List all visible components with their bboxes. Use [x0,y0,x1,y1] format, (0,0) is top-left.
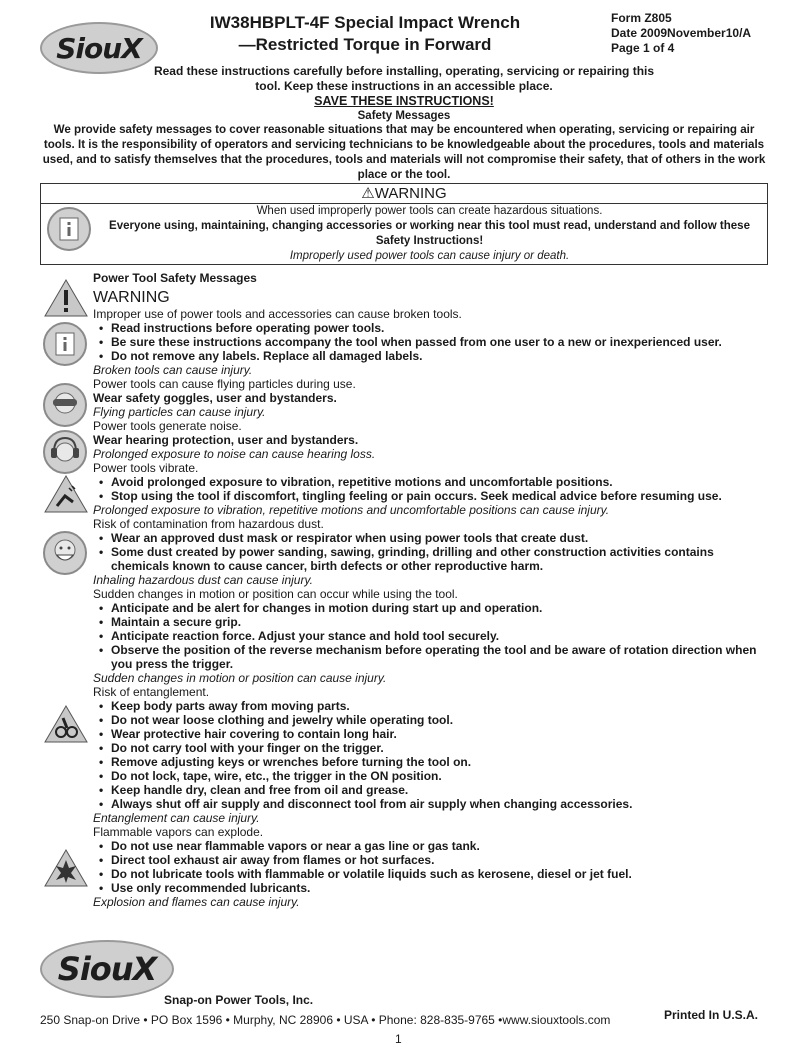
broken-outcome: Broken tools can cause injury. [93,363,253,377]
power-tool-heading: Power Tool Safety Messages [93,271,257,285]
list-item: • Avoid prolonged exposure to vibration, repetitive motions and uncomfortable positions. [93,475,773,489]
list-item: • Do not lubricate tools with flammable or volatile liquids such as kerosene, diesel or jet fuel. [93,867,773,881]
warning-line-3: Improperly used power tools can cause injury or death. [289,250,570,262]
warning-line-2: Everyone using, maintaining, changing accessories or working near this tool must read, understand and follow these Safety Instructions! [109,220,750,247]
warning-box-title: ⚠WARNING [41,184,767,204]
list-item: • Wear an approved dust mask or respirator when using power tools that create dust. [93,531,773,545]
flying-intro: Power tools can cause flying particles during use. [93,377,356,391]
noise-action: Wear hearing protection, user and bystanders. [93,433,359,447]
vibration-outcome: Prolonged exposure to vibration, repetitive motions and uncomfortable positions can cause injury. [93,503,610,517]
dust-mask-icon [43,531,87,575]
read-line-2: tool. Keep these instructions in an accessible place. [255,79,553,93]
noise-intro: Power tools generate noise. [93,419,242,433]
motion-outcome: Sudden changes in motion or position can cause injury. [93,671,387,685]
list-item: • Do not lock, tape, wire, etc., the trigger in the ON position. [93,769,773,783]
warning-line-1: When used improperly power tools can create hazardous situations. [256,205,603,217]
document-title [190,12,540,56]
broken-bullets [93,321,773,363]
warning-word: WARNING [93,289,170,306]
read-line-1: Read these instructions carefully before installing, operating, servicing or repairing this [153,64,655,78]
read-instructions [40,64,768,124]
vibration-intro: Power tools vibrate. [93,461,199,475]
motion-intro: Sudden changes in motion or position can occur while using the tool. [93,587,458,601]
safety-messages-heading: Safety Messages [357,110,451,122]
list-item: • Remove adjusting keys or wrenches before turning the tool on. [93,755,773,769]
power-tool-heading-block [93,271,773,285]
list-item: • Stop using the tool if discomfort, tingling feeling or pain occurs. Seek medical advice before resuming use. [93,489,773,503]
safety-goggles-icon [43,383,87,427]
flammable-intro: Flammable vapors can explode. [93,825,264,839]
save-instructions: SAVE THESE INSTRUCTIONS! [314,94,494,108]
warning-box [40,183,768,265]
form-page: Page 1 of 4 [611,41,675,55]
hearing-protection-icon [43,430,87,474]
motion-bullets [93,601,773,671]
list-item: • Some dust created by power sanding, sawing, grinding, drilling and other construction activities contains chemicals known to cause cancer, birth defects or other reproductive harm. [93,545,773,573]
flying-outcome: Flying particles can cause injury. [93,405,266,419]
noise-outcome: Prolonged exposure to noise can cause hearing loss. [93,447,376,461]
vibration-hazard-icon [43,474,89,520]
page-number: 1 [395,1032,402,1046]
list-item: • Maintain a secure grip. [93,615,773,629]
entanglement-hazard-icon [43,704,89,750]
entanglement-outcome: Entanglement can cause injury. [93,811,260,825]
list-item: • Do not use near flammable vapors or near a gas line or gas tank. [93,839,773,853]
dust-outcome: Inhaling hazardous dust can cause injury. [93,573,313,587]
list-item: • Anticipate and be alert for changes in motion during start up and operation. [93,601,773,615]
read-manual-icon [43,322,87,366]
flying-action: Wear safety goggles, user and bystanders. [93,391,337,405]
intro-paragraph: We provide safety messages to cover reasonable situations that may be encountered when operating, servicing or repairing air tools. It is the responsibility of operators and servicing technicians to be knowledgeable about the procedures, tools and materials used, and to satisfy themselves that the procedures, tools and materials will not compromise their safety, that of others in the work place or the tool. [42,123,766,181]
list-item: • Do not remove any labels. Replace all damaged labels. [93,349,773,363]
list-item: • Read instructions before operating power tools. [93,321,773,335]
form-number: Form Z805 [611,11,672,25]
exclamation-warning-icon [43,278,89,324]
list-item: • Keep handle dry, clean and free from oil and grease. [93,783,773,797]
logo-text: SiouX [56,31,142,65]
list-item: • Observe the position of the reverse mechanism before operating the tool and be aware of rotation direction when you press the trigger. [93,643,773,671]
list-item: • Use only recommended lubricants. [93,881,773,895]
list-item: • Be sure these instructions accompany the tool when passed from one user to a new or inexperienced user. [93,335,773,349]
flammable-bullets [93,839,773,895]
footer-logo-text: SiouX [57,950,157,988]
list-item: • Always shut off air supply and disconnect tool from air supply when changing accessories. [93,797,773,811]
company-address: 250 Snap-on Drive • PO Box 1596 • Murphy, NC 28906 • USA • Phone: 828-835-9765 •www.siouxtools.com [40,1013,611,1027]
sioux-footer-logo [40,940,174,998]
list-item: • Wear protective hair covering to contain long hair. [93,727,773,741]
list-item: • Anticipate reaction force. Adjust your stance and hold tool securely. [93,629,773,643]
warning-box-body [96,204,763,264]
vibration-bullets [93,475,773,503]
explosion-hazard-icon [43,848,89,894]
list-item: • Do not carry tool with your finger on the trigger. [93,741,773,755]
company-name: Snap-on Power Tools, Inc. [164,993,314,1007]
form-date: Date 2009November10/A [611,26,752,40]
read-manual-icon [47,207,91,251]
broken-intro: Improper use of power tools and accessories can cause broken tools. [93,307,462,321]
flammable-outcome: Explosion and flames can cause injury. [93,895,300,909]
broken-tools-section [93,289,773,909]
dust-bullets [93,531,773,573]
form-info [611,11,751,56]
entanglement-intro: Risk of entanglement. [93,685,210,699]
list-item: • Keep body parts away from moving parts. [93,699,773,713]
list-item: • Do not wear loose clothing and jewelry while operating tool. [93,713,773,727]
title-line-2: —Restricted Torque in Forward [238,35,492,54]
list-item: • Direct tool exhaust air away from flames or hot surfaces. [93,853,773,867]
entanglement-bullets [93,699,773,811]
dust-intro: Risk of contamination from hazardous dust. [93,517,324,531]
printed-in: Printed In U.S.A. [664,1008,759,1022]
title-line-1: IW38HBPLT-4F Special Impact Wrench [209,13,521,32]
